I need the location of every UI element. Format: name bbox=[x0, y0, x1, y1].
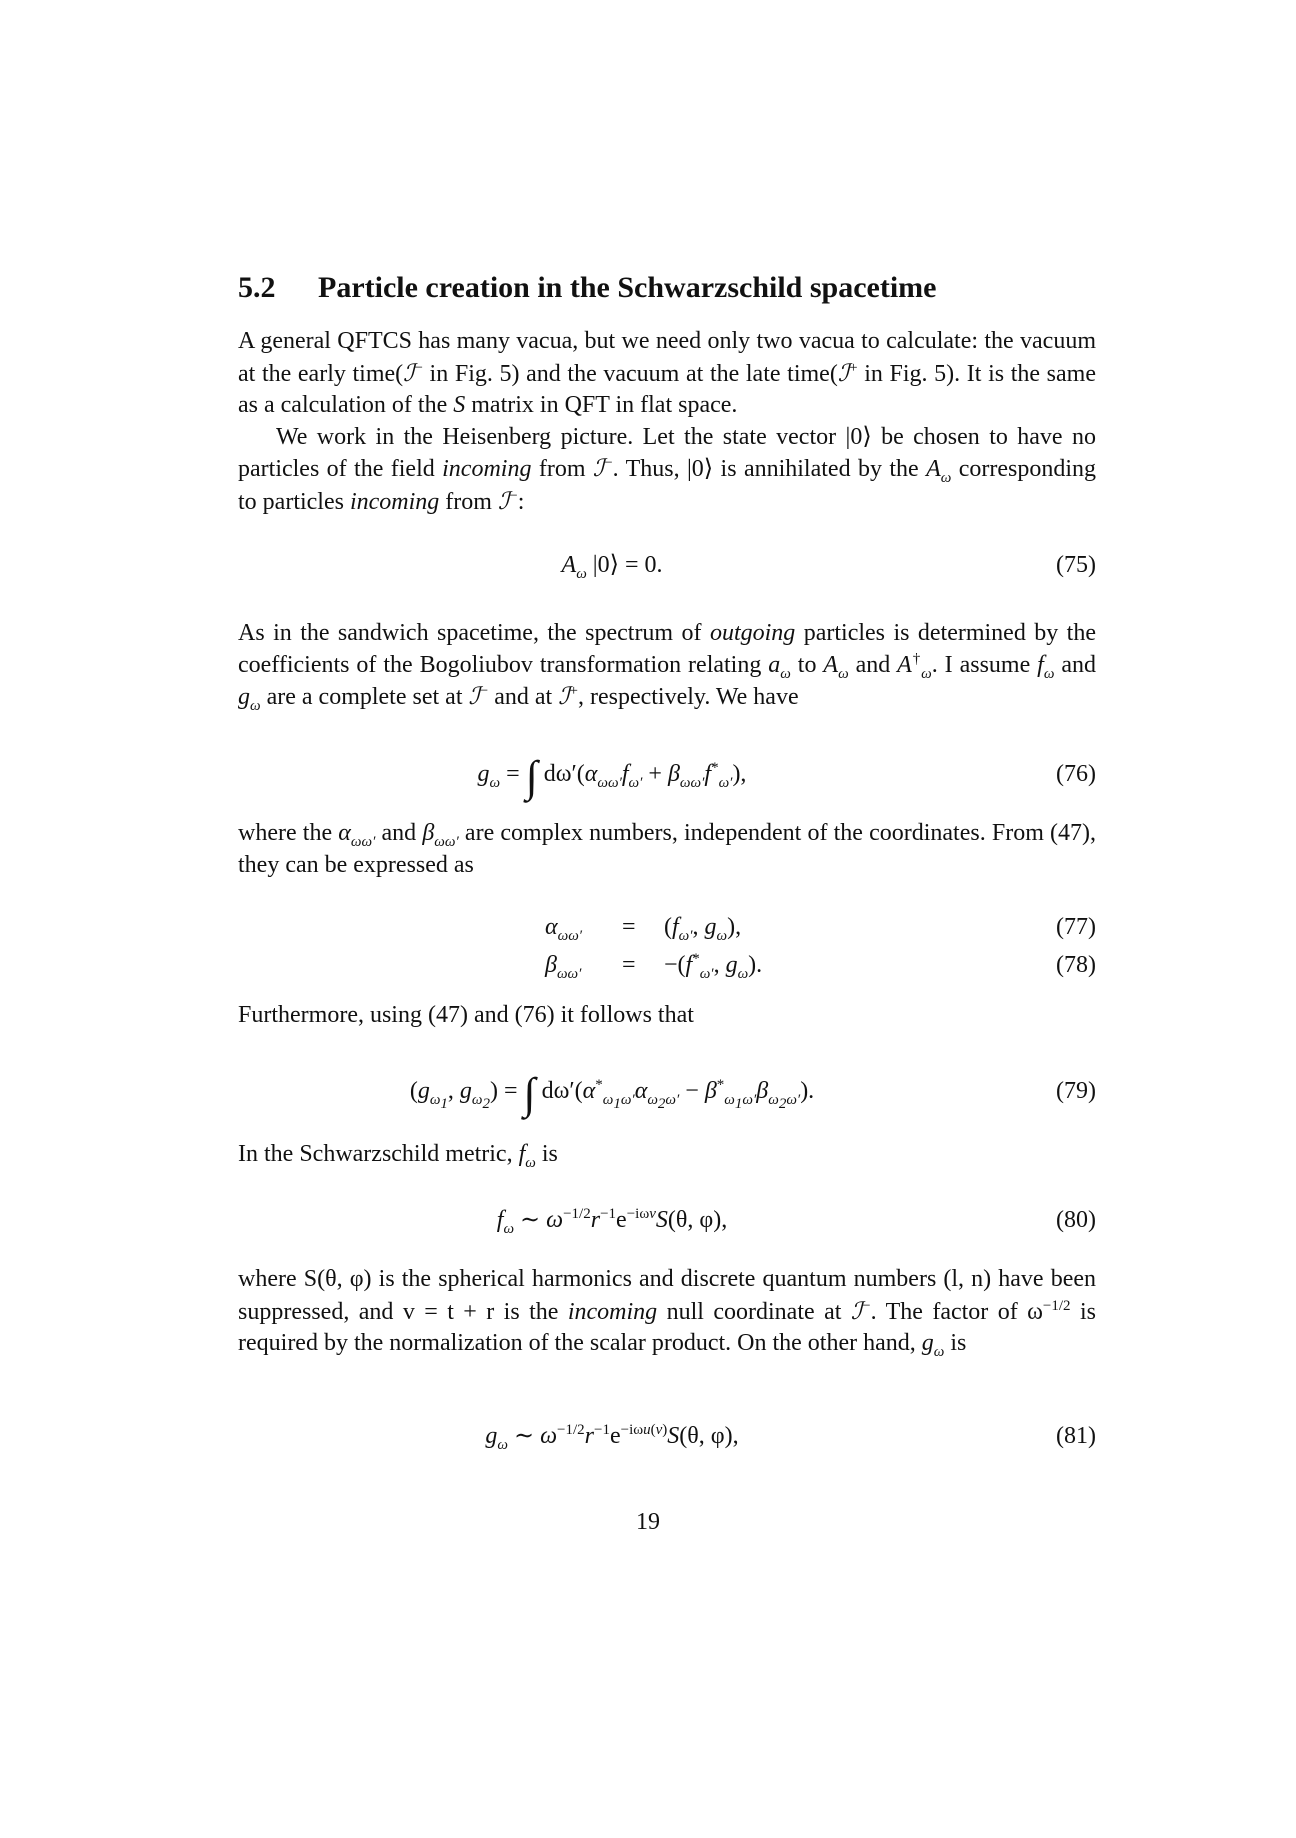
equation-number: (76) bbox=[1056, 761, 1096, 787]
equation-77-rhs: ($f_{\omega'}$, $g_\omega$), bbox=[664, 914, 742, 944]
text-run: in Fig. 5) and the vacuum at the late time( bbox=[422, 360, 838, 387]
text-run: . Thus, |0⟩ is annihilated by the bbox=[612, 456, 927, 482]
bogoliubov-paragraph: As in the sandwich spacetime, the spectrum of outgoing particles is determined by the coefficients of the Bogoliubov transformation relating $a_\omega$ to $A_\omega$ and $A^\dagger_\omega$. I assume $f_\omega$ and $g_\omega$ are a complete set at ℐ− and at ℐ+, respectively. We have bbox=[238, 620, 1097, 714]
equation-77-lhs: $\alpha_{\omega\omega'}$ bbox=[545, 914, 583, 944]
equation-number: (79) bbox=[1056, 1078, 1096, 1104]
harmonics-paragraph: where S(θ, φ) is the spherical harmonics and discrete quantum numbers (l, n) have been suppressed, and v = t + r is the incoming null coordinate at ℐ−. The factor of $\omega^{-1/2}$ is required by the normalization of the scalar product. On the other hand, $g_\omega$ is bbox=[238, 1266, 1096, 1360]
schwarzschild-paragraph: In the Schwarzschild metric, $f_\omega$ is bbox=[238, 1141, 558, 1171]
emphasis-outgoing: outgoing bbox=[709, 620, 796, 646]
text-run: and at bbox=[488, 684, 559, 710]
text-run: from bbox=[439, 488, 498, 515]
text-run: and bbox=[1054, 651, 1097, 678]
text-run: null coordinate at bbox=[657, 1298, 851, 1325]
equation-81: $g_\omega$ ∼ $\omega^{-1/2}r^{-1}e^{-i\omega u(v)}S(\theta$, φ), (81) bbox=[238, 1416, 1096, 1456]
text-run: and bbox=[848, 651, 898, 678]
text-run: . The factor of ω bbox=[870, 1298, 1043, 1325]
section-heading bbox=[238, 268, 1096, 308]
coefficients-paragraph: where the $\alpha_{\omega\omega'}$ and $\beta_{\omega\omega'}$ are complex numbers, independent of the coordinates. From (47), they can be expressed as bbox=[238, 820, 1097, 878]
text-run: and bbox=[375, 820, 423, 846]
equation-77-eq: = bbox=[622, 914, 636, 940]
emphasis-incoming: incoming bbox=[349, 488, 440, 515]
text-run: in Fig. 5). It is the same as a calculation of the bbox=[238, 360, 1096, 418]
text-run: corresponding to particles bbox=[238, 456, 1097, 515]
intro-paragraph: A general QFTCS has many vacua, but we need only two vacua to calculate: the vacuum at the early time(ℐ− in Fig. 5) and the vacuum at the late time(ℐ+ in Fig. 5). It is the same as a calculation of the S matrix in QFT in flat space. We work in the Heisenberg picture. Let the state vector |0⟩ be chosen to have no particles of the field incoming from ℐ−. Thus, |0⟩ is annihilated by the $A_\omega$ corresponding to particles incoming from ℐ−: bbox=[238, 328, 1097, 515]
text-run: is bbox=[535, 1141, 558, 1167]
text-run: , respectively. We have bbox=[577, 684, 799, 710]
equation-78-rhs: $-(f^*_{\omega'}$, $g_\omega$). bbox=[664, 951, 763, 982]
text-run: We work in the Heisenberg picture. Let the state vector |0⟩ be chosen to have no particles of the field bbox=[238, 423, 1096, 482]
emphasis-incoming: incoming bbox=[567, 1298, 658, 1325]
text-run: where S(θ, φ) is the spherical harmonics and discrete quantum numbers (l, n) have been suppressed, and v = t + r is the bbox=[238, 1266, 1096, 1325]
equation-78-lhs: $\beta_{\omega\omega'}$ bbox=[545, 952, 582, 982]
equation-78-eq: = bbox=[622, 952, 636, 978]
equation-75: $A_\omega$ |0⟩ = 0. (75) bbox=[238, 545, 1096, 585]
equation-79: ($g_{\omega_1}$, $g_{\omega_2}$) = ∫ $d\omega'(\alpha^*_{\omega_1\omega'}\alpha_{\omega_2\omega'} - \beta^*_{\omega_1\omega'}\beta_{\omega_2\omega'})$. (79) bbox=[409, 1069, 1096, 1118]
text-run: are complex numbers, independent of the coordinates. From (47), they can be expressed as bbox=[238, 820, 1097, 878]
section-title: Particle creation in the Schwarzschild spacetime bbox=[318, 271, 937, 304]
text-run: are a complete set at bbox=[260, 684, 469, 710]
section-number: 5.2 bbox=[238, 271, 276, 304]
equation-80: $f_\omega$ ∼ $\omega^{-1/2}r^{-1}e^{-i\omega v}S(\theta$, φ), (80) bbox=[238, 1200, 1096, 1240]
text-run: Furthermore, using (47) and (76) it follows that bbox=[238, 1002, 694, 1028]
equation-number-78: (78) bbox=[1056, 952, 1096, 978]
text-run: . I assume bbox=[931, 651, 1038, 678]
equation-number: (80) bbox=[1056, 1207, 1096, 1233]
equation-number: (81) bbox=[1056, 1423, 1096, 1449]
text-run: As in the sandwich spacetime, the spectrum of bbox=[238, 620, 710, 646]
text-run: matrix in QFT in flat space. bbox=[465, 392, 738, 418]
page-number: 19 bbox=[636, 1509, 660, 1535]
text-run: : bbox=[517, 488, 525, 515]
text-run: from bbox=[531, 456, 593, 482]
emphasis-incoming: incoming bbox=[442, 456, 532, 482]
text-run: A general QFTCS has many vacua, but we need only two vacua to calculate: the vacuum at the early time( bbox=[238, 328, 1096, 387]
text-run: In the Schwarzschild metric, bbox=[238, 1141, 519, 1167]
furthermore-paragraph bbox=[238, 1000, 1096, 1032]
text-run: is bbox=[944, 1330, 967, 1356]
text-run: to bbox=[790, 651, 824, 678]
equation-76: $g_\omega$ = ∫ $d\omega'(\alpha_{\omega\omega'}f_{\omega'} + \beta_{\omega\omega'}f^*_{\omega'})$, (76) bbox=[477, 752, 1096, 801]
text-run: where the bbox=[238, 820, 339, 846]
equation-number: (75) bbox=[1056, 552, 1096, 578]
equation-number-77: (77) bbox=[1056, 914, 1096, 940]
text-run: particles is determined by the coefficients of the Bogoliubov transformation relating bbox=[238, 620, 1096, 678]
text-run: is required by the normalization of the scalar product. On the other hand, bbox=[238, 1298, 1096, 1356]
